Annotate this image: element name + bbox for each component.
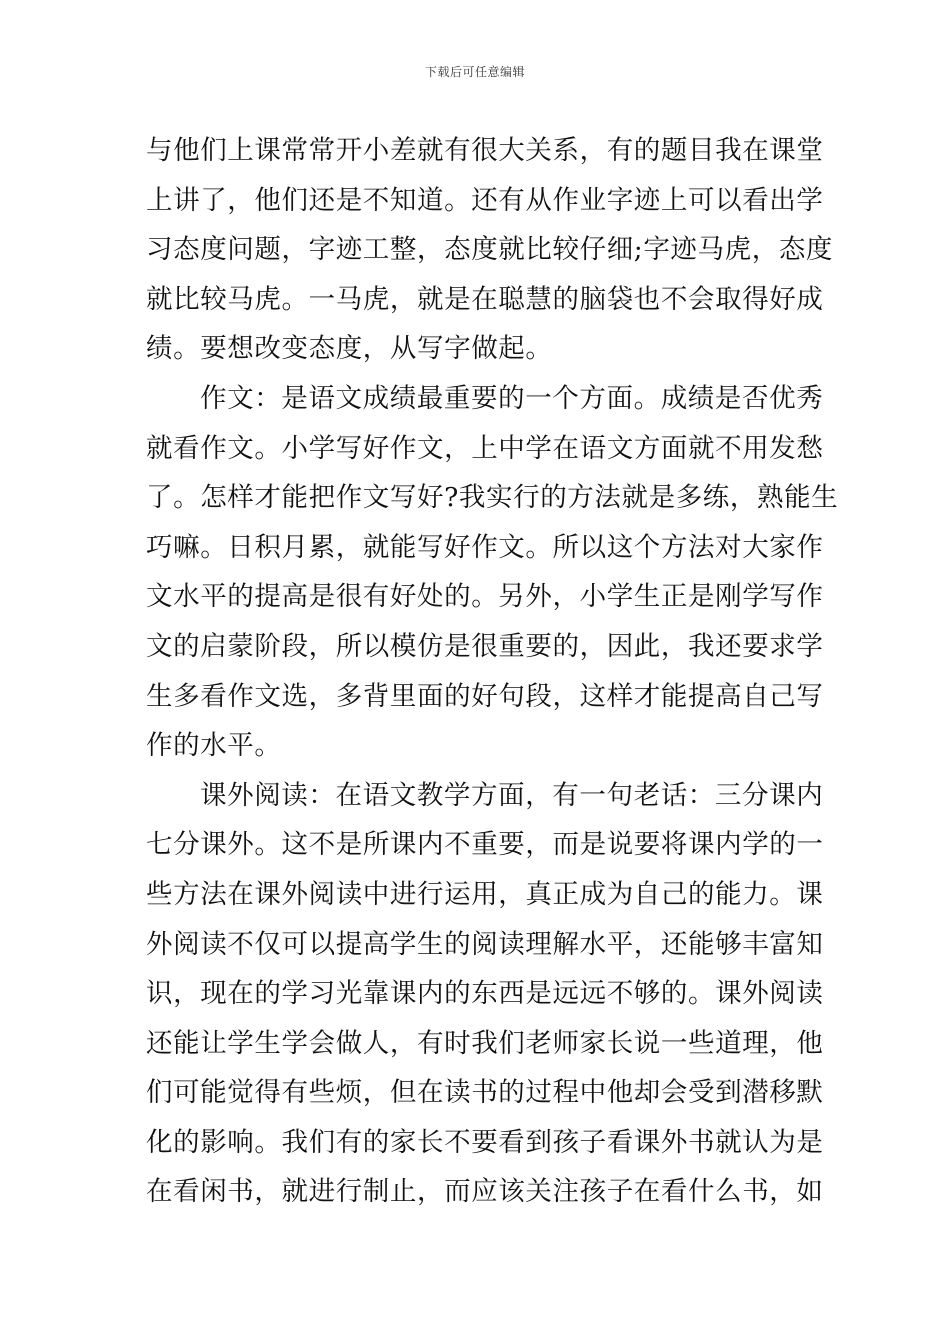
text-line: 就比较马虎。一马虎，就是在聪慧的脑袋也不会取得好成 (146, 283, 824, 315)
text-line: 巧嘛。日积月累，就能写好作文。所以这个方法对大家作 (146, 531, 824, 563)
text-line: 就看作文。小学写好作文，上中学在语文方面就不用发愁 (146, 432, 824, 464)
paragraph-start-line: 课外阅读：在语文教学方面，有一句老话：三分课内 (200, 779, 824, 811)
text-line: 们可能觉得有些烦，但在读书的过程中他却会受到潜移默 (146, 1077, 824, 1109)
page-header: 下载后可任意编辑 (424, 65, 525, 79)
text-line: 还能让学生学会做人，有时我们老师家长说一些道理，他 (146, 1027, 824, 1059)
text-line: 上讲了，他们还是不知道。还有从作业字迹上可以看出学 (146, 184, 824, 216)
text-line: 作的水平。 (146, 730, 282, 762)
text-line: 些方法在课外阅读中进行运用，真正成为自己的能力。课 (146, 878, 824, 910)
text-line: 与他们上课常常开小差就有很大关系，有的题目我在课堂 (146, 135, 824, 166)
text-line: 在看闲书，就进行制止，而应该关注孩子在看什么书，如 (146, 1176, 824, 1208)
text-line: 了。怎样才能把作文写好?我实行的方法就是多练，熟能生 (146, 482, 839, 514)
text-line: 七分课外。这不是所课内不重要，而是说要将课内学的一 (146, 829, 824, 861)
text-line: 绩。要想改变态度，从写字做起。 (146, 333, 553, 365)
body-text (146, 126, 839, 1217)
text-line: 识，现在的学习光靠课内的东西是远远不够的。课外阅读 (146, 978, 824, 1010)
text-line: 文的启蒙阶段，所以模仿是很重要的，因此，我还要求学 (146, 630, 824, 662)
text-line: 文水平的提高是很有好处的。另外，小学生正是刚学写作 (146, 581, 824, 613)
text-line: 外阅读不仅可以提高学生的阅读理解水平，还能够丰富知 (146, 928, 824, 960)
paragraph-start-line: 作文：是语文成绩最重要的一个方面。成绩是否优秀 (200, 382, 824, 414)
text-line: 生多看作文选，多背里面的好句段，这样才能提高自己写 (146, 680, 824, 712)
text-line: 习态度问题，字迹工整，态度就比较仔细;字迹马虎，态度 (146, 234, 834, 266)
text-line: 化的影响。我们有的家长不要看到孩子看课外书就认为是 (146, 1126, 824, 1158)
